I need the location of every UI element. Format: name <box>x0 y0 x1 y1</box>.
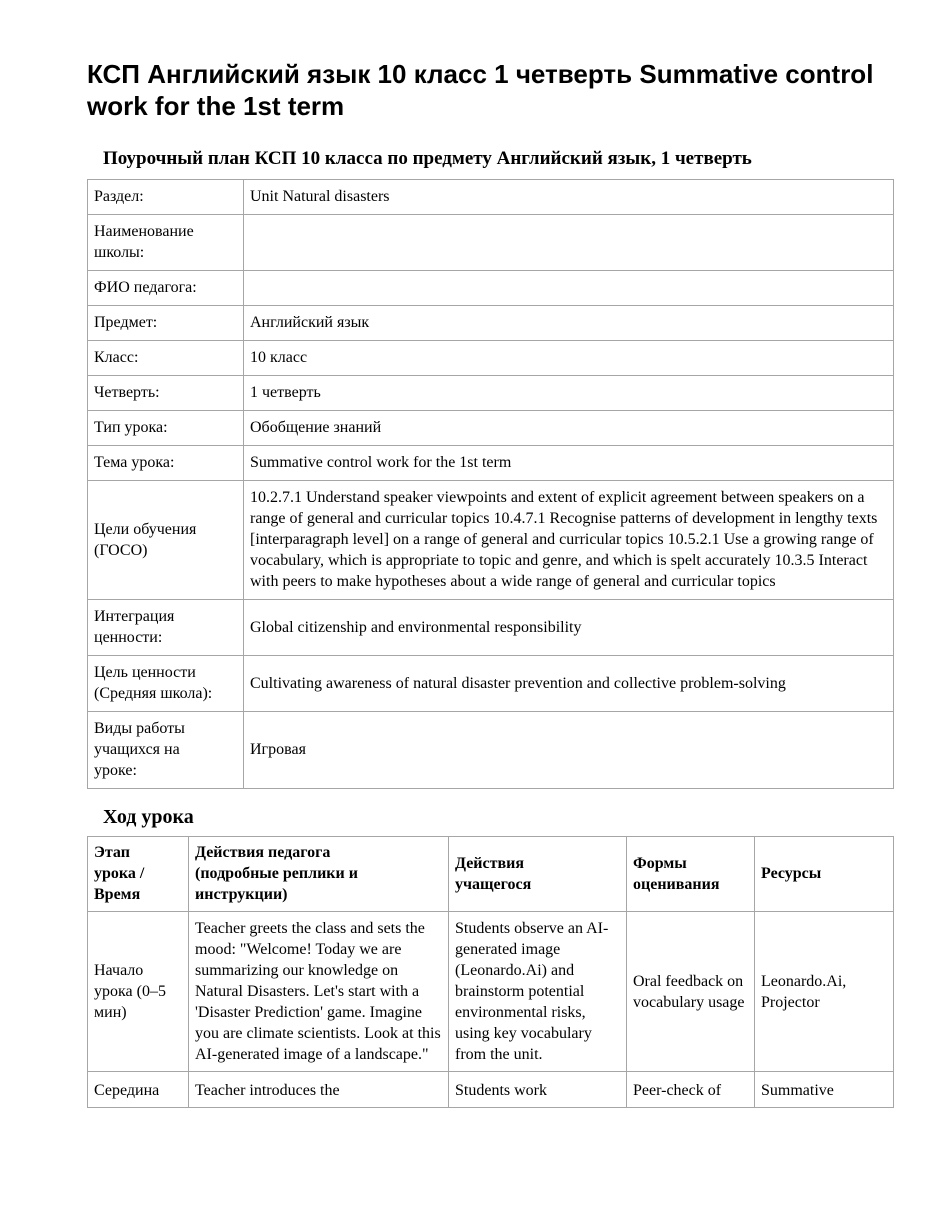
column-header-resources: Ресурсы <box>755 837 894 912</box>
table-row <box>88 376 894 411</box>
info-label: Класс: <box>88 341 244 376</box>
info-label: Предмет: <box>88 306 244 341</box>
info-label: Интеграция ценности: <box>88 600 244 656</box>
lesson-flow-table <box>87 836 894 1108</box>
student-actions-cell: Students work <box>449 1072 627 1108</box>
info-label: Цели обучения (ГОСО) <box>88 481 244 600</box>
table-row <box>88 912 894 1072</box>
stage-cell: Начало урока (0–5 мин) <box>88 912 189 1072</box>
table-row <box>88 656 894 712</box>
teacher-actions-cell: Teacher greets the class and sets the mood: "Welcome! Today we are summarizing our knowledge on Natural Disasters. Let's start with a 'Disaster Prediction' game. Imagine you are climate scientists. Look at this AI-generated image of a landscape." <box>189 912 449 1072</box>
table-row <box>88 215 894 271</box>
column-header-student: Действия учащегося <box>449 837 627 912</box>
info-label: Раздел: <box>88 180 244 215</box>
info-label: Цель ценности (Средняя школа): <box>88 656 244 712</box>
table-row <box>88 600 894 656</box>
info-label: Четверть: <box>88 376 244 411</box>
lesson-info-table <box>87 179 894 789</box>
column-header-teacher: Действия педагога (подробные реплики и инструкции) <box>189 837 449 912</box>
document-title: КСП Английский язык 10 класс 1 четверть Summative control work for the 1st term <box>87 59 874 121</box>
document-subtitle: Поурочный план КСП 10 класса по предмету Английский язык, 1 четверть <box>103 148 752 169</box>
assessment-cell: Oral feedback on vocabulary usage <box>627 912 755 1072</box>
info-label: Тема урока: <box>88 446 244 481</box>
table-row <box>88 481 894 600</box>
info-value: Английский язык <box>244 306 894 341</box>
teacher-actions-cell: Teacher introduces the <box>189 1072 449 1108</box>
resources-cell: Leonardo.Ai, Projector <box>755 912 894 1072</box>
info-label: Виды работы учащихся на уроке: <box>88 712 244 789</box>
info-label: Наименование школы: <box>88 215 244 271</box>
info-value <box>244 271 894 306</box>
info-value: Cultivating awareness of natural disaster prevention and collective problem-solving <box>244 656 894 712</box>
info-value: Unit Natural disasters <box>244 180 894 215</box>
assessment-cell: Peer-check of <box>627 1072 755 1108</box>
table-row <box>88 180 894 215</box>
student-actions-cell: Students observe an AI-generated image (Leonardo.Ai) and brainstorm potential environmental risks, using key vocabulary from the unit. <box>449 912 627 1072</box>
table-row <box>88 1072 894 1108</box>
table-row <box>88 712 894 789</box>
info-value: Global citizenship and environmental responsibility <box>244 600 894 656</box>
column-header-stage: Этап урока / Время <box>88 837 189 912</box>
stage-cell: Середина <box>88 1072 189 1108</box>
info-label: ФИО педагога: <box>88 271 244 306</box>
table-row <box>88 446 894 481</box>
table-row <box>88 411 894 446</box>
info-value: Summative control work for the 1st term <box>244 446 894 481</box>
section-title: Ход урока <box>103 806 194 828</box>
column-header-assessment: Формы оценивания <box>627 837 755 912</box>
info-label: Тип урока: <box>88 411 244 446</box>
resources-cell: Summative <box>755 1072 894 1108</box>
info-value: 10.2.7.1 Understand speaker viewpoints and extent of explicit agreement between speakers on a range of general and curricular topics 10.4.7.1 Recognise patterns of development in lengthy texts [interparagraph level] on a range of general and curricular topics 10.5.2.1 Use a growing range of vocabulary, which is appropriate to topic and genre, and which is spelt accurately 10.3.5 Interact with peers to make hypotheses about a wide range of general and curricular topics <box>244 481 894 600</box>
table-header-row <box>88 837 894 912</box>
document-page <box>87 58 893 1108</box>
info-value: Обобщение знаний <box>244 411 894 446</box>
table-row <box>88 341 894 376</box>
info-value <box>244 215 894 271</box>
table-row <box>88 271 894 306</box>
info-value: 10 класс <box>244 341 894 376</box>
table-row <box>88 306 894 341</box>
info-value: 1 четверть <box>244 376 894 411</box>
info-value: Игровая <box>244 712 894 789</box>
